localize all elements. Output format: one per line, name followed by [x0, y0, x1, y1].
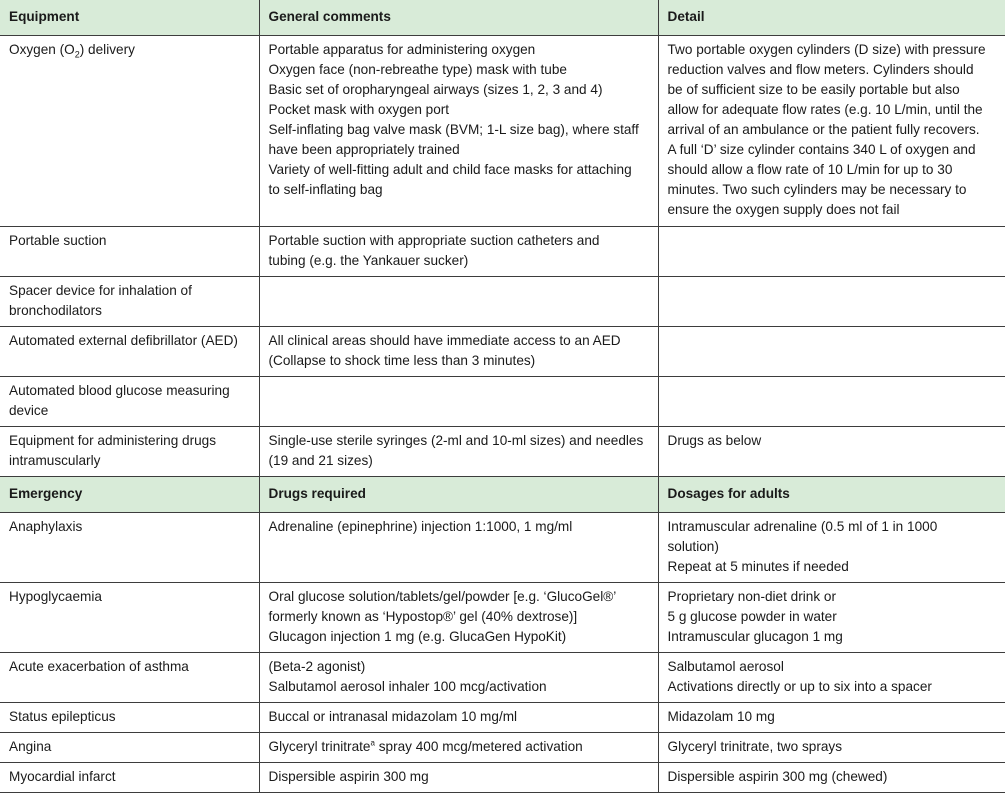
table-cell	[0, 36, 259, 227]
cell-line: Anaphylaxis	[9, 519, 83, 534]
cell-line: solution)	[667, 539, 719, 554]
cell-line: Buccal or intranasal midazolam 10 mg/ml	[268, 709, 518, 724]
table-cell	[0, 427, 259, 477]
cell-line: (19 and 21 sizes)	[268, 453, 373, 468]
table-cell	[658, 733, 1005, 763]
cell-line	[269, 737, 649, 757]
table-cell	[0, 513, 259, 583]
cell-line: Single-use sterile syringes (2-ml and 10-ml sizes) and needles	[268, 433, 644, 448]
cell-line: Equipment for administering drugs	[9, 433, 217, 448]
table-row	[0, 703, 1005, 733]
cell-line: arrival of an ambulance or the patient fully recovers.	[667, 122, 980, 137]
cell-line: minutes. Two such cylinders may be necessary to	[667, 182, 967, 197]
cell-line: be of sufficient size to be easily portable but also	[667, 82, 960, 97]
cell-line: Portable suction	[9, 233, 107, 248]
table-cell	[0, 733, 259, 763]
cell-line: Proprietary non-diet drink or	[667, 589, 836, 604]
cell-line: Self-inflating bag valve mask (BVM; 1-L size bag), where staff	[268, 122, 639, 137]
cell-line: Intramuscular adrenaline (0.5 ml of 1 in 1000	[667, 519, 938, 534]
cell-line: Dispersible aspirin 300 mg (chewed)	[667, 769, 888, 784]
header-equipment: Equipment	[0, 0, 259, 36]
cell-line: Variety of well-fitting adult and child face masks for attaching	[268, 162, 632, 177]
cell-line: Oxygen face (non-rebreathe type) mask with tube	[268, 62, 567, 77]
cell-line: Drugs as below	[667, 433, 762, 448]
cell-line: Repeat at 5 minutes if needed	[667, 559, 849, 574]
emergency-header-row	[0, 477, 1005, 513]
table-cell	[658, 703, 1005, 733]
table-cell	[259, 703, 658, 733]
table-row	[0, 583, 1005, 653]
cell-line: Intramuscular glucagon 1 mg	[667, 629, 843, 644]
table-cell	[658, 377, 1005, 427]
table-cell	[259, 36, 658, 227]
cell-line: ensure the oxygen supply does not fail	[667, 202, 900, 217]
table-row	[0, 227, 1005, 277]
cell-line: allow for adequate flow rates (e.g. 10 L/min, until the	[667, 102, 983, 117]
cell-line: Dispersible aspirin 300 mg	[268, 769, 429, 784]
cell-line: Portable suction with appropriate suction catheters and	[268, 233, 600, 248]
cell-line: Two portable oxygen cylinders (D size) with pressure	[667, 42, 986, 57]
cell-line: to self-inflating bag	[268, 182, 383, 197]
cell-line: Automated blood glucose measuring	[9, 383, 230, 398]
cell-line: Glucagon injection 1 mg (e.g. GlucaGen HypoKit)	[268, 629, 567, 644]
table-cell	[0, 227, 259, 277]
cell-text: Glyceryl trinitrate	[268, 739, 371, 754]
table-row	[0, 36, 1005, 227]
cell-line: Salbutamol aerosol	[667, 659, 784, 674]
table-cell	[0, 327, 259, 377]
cell-line: bronchodilators	[9, 303, 102, 318]
table-row	[0, 513, 1005, 583]
cell-line: device	[9, 403, 49, 418]
cell-line: have been appropriately trained	[268, 142, 460, 157]
cell-text: ) delivery	[79, 42, 135, 57]
table-cell	[259, 327, 658, 377]
cell-line: Automated external defibrillator (AED)	[9, 333, 238, 348]
cell-line: Portable apparatus for administering oxygen	[268, 42, 536, 57]
table-row	[0, 377, 1005, 427]
cell-line: 5 g glucose powder in water	[667, 609, 837, 624]
equipment-header-row	[0, 0, 1005, 36]
cell-line: Pocket mask with oxygen port	[268, 102, 450, 117]
cell-text: spray 400 mcg/metered activation	[374, 739, 583, 754]
cell-line: Basic set of oropharyngeal airways (sizes 1, 2, 3 and 4)	[268, 82, 603, 97]
cell-line: A full ‘D’ size cylinder contains 340 L of oxygen and	[667, 142, 976, 157]
table-cell	[259, 763, 658, 793]
table-cell	[658, 763, 1005, 793]
cell-text: Oxygen (O	[9, 42, 75, 57]
cell-line: intramuscularly	[9, 453, 101, 468]
table-cell	[0, 377, 259, 427]
table-row	[0, 653, 1005, 703]
cell-line: Status epilepticus	[9, 709, 116, 724]
table-row	[0, 427, 1005, 477]
table-cell	[259, 427, 658, 477]
cell-line: tubing (e.g. the Yankauer sucker)	[268, 253, 469, 268]
table-cell	[658, 327, 1005, 377]
table-cell	[0, 653, 259, 703]
cell-line: Spacer device for inhalation of	[9, 283, 192, 298]
table-cell	[259, 653, 658, 703]
cell-line: Salbutamol aerosol inhaler 100 mcg/activation	[268, 679, 547, 694]
cell-line: Hypoglycaemia	[9, 589, 102, 604]
table-cell	[0, 763, 259, 793]
subscript: 2	[74, 49, 80, 60]
table-row	[0, 277, 1005, 327]
table-cell	[658, 227, 1005, 277]
table-cell	[658, 513, 1005, 583]
cell-line: should allow a flow rate of 10 L/min for up to 30	[667, 162, 953, 177]
cell-line: (Beta-2 agonist)	[268, 659, 366, 674]
table-cell	[0, 703, 259, 733]
superscript: a	[370, 738, 375, 748]
cell-line: Glyceryl trinitrate, two sprays	[667, 739, 842, 754]
table-row	[0, 763, 1005, 793]
table-cell	[259, 227, 658, 277]
table-cell	[658, 277, 1005, 327]
header-dosages-for-adults: Dosages for adults	[658, 477, 1005, 513]
cell-line: formerly known as ‘Hypostop®’ gel (40% dextrose)]	[268, 609, 578, 624]
cell-line: Myocardial infarct	[9, 769, 116, 784]
table-cell	[259, 583, 658, 653]
header-detail: Detail	[658, 0, 1005, 36]
table-cell	[259, 377, 658, 427]
cell-line: Angina	[9, 739, 52, 754]
table-cell	[658, 427, 1005, 477]
table-row	[0, 327, 1005, 377]
table-cell	[259, 733, 658, 763]
header-drugs-required: Drugs required	[259, 477, 658, 513]
cell-line: Adrenaline (epinephrine) injection 1:1000, 1 mg/ml	[268, 519, 573, 534]
cell-line: reduction valves and flow meters. Cylinders should	[667, 62, 974, 77]
cell-line	[9, 40, 250, 60]
table-cell	[658, 653, 1005, 703]
header-emergency: Emergency	[0, 477, 259, 513]
table-cell	[658, 36, 1005, 227]
cell-line: Midazolam 10 mg	[667, 709, 775, 724]
cell-line: Oral glucose solution/tablets/gel/powder [e.g. ‘GlucoGel®’	[268, 589, 617, 604]
table-row	[0, 733, 1005, 763]
cell-line: Activations directly or up to six into a spacer	[667, 679, 932, 694]
cell-line: All clinical areas should have immediate access to an AED	[268, 333, 621, 348]
cell-line: (Collapse to shock time less than 3 minutes)	[268, 353, 536, 368]
table-cell	[0, 583, 259, 653]
header-general-comments: General comments	[259, 0, 658, 36]
cell-line: Acute exacerbation of asthma	[9, 659, 189, 674]
table-cell	[0, 277, 259, 327]
table-cell	[658, 583, 1005, 653]
table-cell	[259, 513, 658, 583]
table-cell	[259, 277, 658, 327]
